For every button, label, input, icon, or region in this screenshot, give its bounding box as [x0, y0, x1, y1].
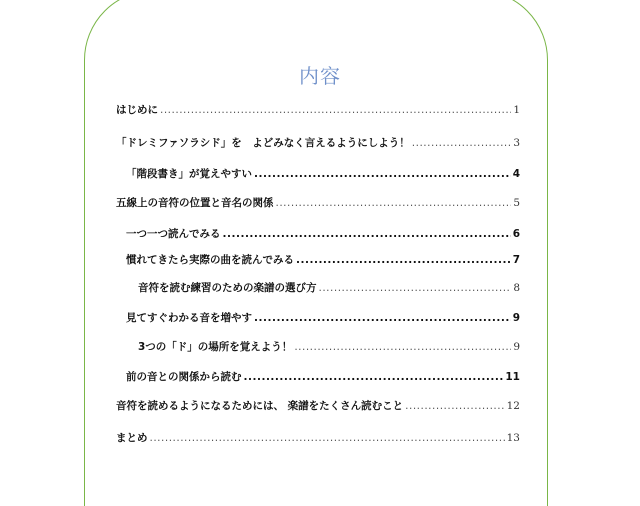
toc-leader-dots	[160, 104, 511, 116]
toc-entry-page: 7	[512, 254, 520, 266]
toc-entry-page: 3	[513, 137, 520, 149]
toc-leader-dots	[405, 400, 504, 412]
toc-leader-dots	[254, 312, 511, 324]
toc-entry-yomeru[interactable]	[116, 398, 520, 416]
toc-entry-page: 9	[513, 341, 520, 353]
toc-entry-label: 「階段書き」が覚えやすい	[126, 168, 252, 180]
toc-entry-label: 一つ一つ読んでみる	[126, 228, 221, 240]
toc-entry-label: 前の音との関係から読む	[126, 371, 242, 383]
toc-leader-dots	[150, 432, 505, 444]
toc-leader-dots	[296, 254, 511, 266]
toc-entry-label: 見てすぐわかる音を増やす	[126, 312, 252, 324]
toc-entry-kaidan[interactable]	[126, 166, 520, 184]
toc-leader-dots	[412, 137, 512, 149]
toc-leader-dots	[276, 197, 512, 209]
toc-entry-page: 13	[506, 432, 520, 444]
toc-entry-page: 9	[512, 312, 520, 324]
toc-leader-dots	[319, 282, 512, 294]
toc-entry-hitotsu[interactable]	[126, 226, 520, 244]
toc-entry-page: 12	[506, 400, 520, 412]
toc-entry-page: 8	[513, 282, 520, 294]
toc-entry-gakufu-erabi[interactable]	[138, 280, 520, 298]
toc-entry-label: 慣れてきたら実際の曲を読んでみる	[126, 254, 294, 266]
toc-entry-page: 1	[513, 104, 520, 116]
toc-entry-matome[interactable]	[116, 430, 520, 448]
toc-entry-mae-no-oto[interactable]	[126, 369, 520, 387]
toc-entry-label: はじめに	[116, 104, 158, 116]
toc-entry-page: 4	[512, 168, 520, 180]
toc-entry-label: 五線上の音符の位置と音名の関係	[116, 197, 274, 209]
toc-leader-dots	[254, 168, 511, 180]
toc-entry-label: 音符を読む練習のための楽譜の選び方	[138, 282, 317, 294]
toc-entry-doremi[interactable]	[116, 135, 520, 153]
toc-entry-page: 11	[505, 371, 520, 383]
toc-entry-page: 6	[512, 228, 520, 240]
toc-entry-mittsu-do[interactable]	[138, 339, 520, 357]
toc-entry-label: 3つの「ド」の場所を覚えよう！	[138, 341, 293, 353]
toc-entry-hajimeni[interactable]	[116, 102, 520, 120]
toc-entry-mitesugu[interactable]	[126, 310, 520, 328]
toc-title: 内容	[299, 64, 341, 88]
toc-leader-dots	[244, 371, 504, 383]
toc-entry-label: 音符を読めるようになるためには、 楽譜をたくさん読むこと	[116, 400, 404, 412]
toc-leader-dots	[223, 228, 511, 240]
toc-entry-label: 「ドレミファソラシド」を よどみなく言えるようにしよう！	[116, 137, 410, 149]
toc-entry-page: 5	[513, 197, 520, 209]
toc-entry-label: まとめ	[116, 432, 148, 444]
toc-entry-nareteki[interactable]	[126, 252, 520, 270]
toc-leader-dots	[294, 341, 511, 353]
toc-entry-gosen[interactable]	[116, 195, 520, 213]
